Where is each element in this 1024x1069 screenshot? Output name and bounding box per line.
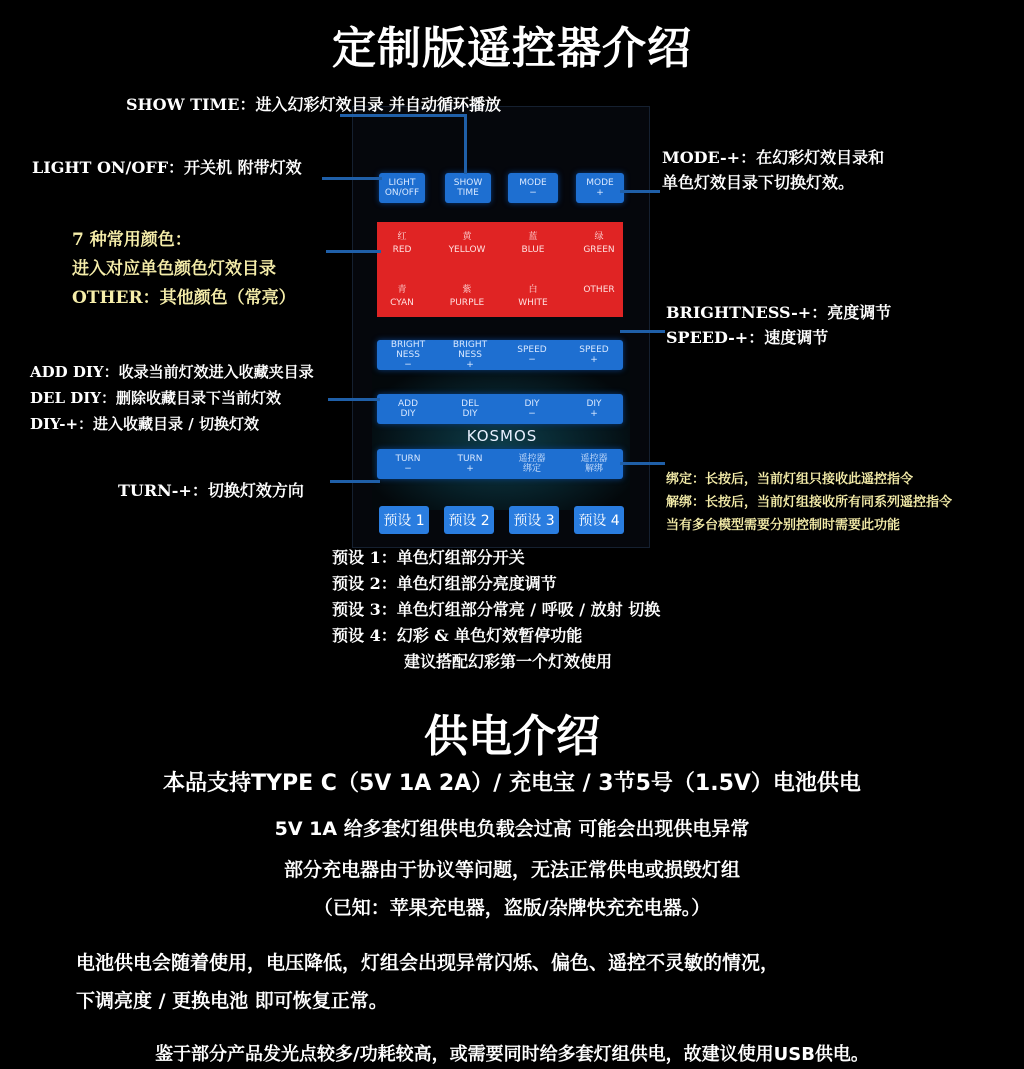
mode-minus-button[interactable]: MODE − bbox=[508, 173, 558, 203]
del-diy-button[interactable]: DEL DIY bbox=[461, 399, 479, 419]
connector-show-time-v bbox=[464, 114, 467, 174]
color-blue-button[interactable]: 蓝 BLUE bbox=[521, 232, 545, 255]
connector-colors bbox=[326, 250, 381, 253]
brightness-minus-button[interactable]: BRIGHT NESS − bbox=[380, 340, 436, 370]
callout-colors-2: 进入对应单色颜色灯效目录 bbox=[72, 259, 276, 279]
connector-brightness bbox=[620, 330, 665, 333]
preset-4-button[interactable]: 预设 4 bbox=[574, 506, 624, 534]
preset-note-1: 预设 1：单色灯组部分开关 bbox=[332, 548, 525, 567]
callout-mode-1: MODE-+：在幻彩灯效目录和 bbox=[662, 148, 885, 167]
connector-diy bbox=[328, 398, 380, 401]
power-line-4: （已知：苹果充电器，盗版/杂牌快充充电器。） bbox=[313, 897, 711, 919]
preset-3-button[interactable]: 预设 3 bbox=[509, 506, 559, 534]
add-diy-button[interactable]: ADD DIY bbox=[397, 399, 419, 419]
light-button[interactable]: LIGHT ON/OFF bbox=[379, 173, 425, 203]
callout-bind-1: 绑定：长按后，当前灯组只接收此遥控指令 bbox=[666, 472, 914, 487]
power-title: 供电介绍 bbox=[424, 711, 600, 762]
preset-2-button[interactable]: 预设 2 bbox=[444, 506, 494, 534]
color-white-button[interactable]: 白 WHITE bbox=[518, 285, 548, 308]
color-other-button[interactable]: OTHER bbox=[583, 285, 615, 295]
preset-note-4: 预设 4：幻彩 & 单色灯效暂停功能 bbox=[332, 626, 583, 645]
callout-turn: TURN-+：切换灯效方向 bbox=[118, 481, 304, 500]
color-green-button[interactable]: 绿 GREEN bbox=[583, 232, 615, 255]
connector-light bbox=[322, 177, 382, 180]
turn-minus-button[interactable]: TURN − bbox=[395, 454, 421, 474]
unbind-button[interactable]: 遥控器 解绑 bbox=[580, 454, 608, 474]
power-line-5: 电池供电会随着使用，电压降低，灯组会出现异常闪烁、偏色、遥控不灵敏的情况， bbox=[76, 952, 780, 974]
connector-bind bbox=[620, 462, 665, 465]
callout-colors-1: 7 种常用颜色： bbox=[72, 230, 192, 250]
speed-minus-button[interactable]: SPEED − bbox=[504, 340, 560, 370]
mode-plus-button[interactable]: MODE + bbox=[576, 173, 624, 203]
bind-button[interactable]: 遥控器 绑定 bbox=[518, 454, 546, 474]
connector-turn bbox=[330, 480, 380, 483]
color-yellow-button[interactable]: 黄 YELLOW bbox=[448, 232, 486, 255]
brand-logo: KOSMOS bbox=[466, 427, 538, 445]
page-title: 定制版遥控器介绍 bbox=[332, 23, 692, 74]
callout-brightness: BRIGHTNESS-+：亮度调节 bbox=[666, 303, 892, 322]
power-line-7: 鉴于部分产品发光点较多/功耗较高，或需要同时给多套灯组供电，故建议使用USB供电。 bbox=[155, 1044, 869, 1065]
diy-plus-button[interactable]: DIY + bbox=[586, 399, 602, 419]
callout-bind-2: 解绑：长按后，当前灯组接收所有同系列遥控指令 bbox=[666, 495, 953, 510]
preset-note-3: 预设 3：单色灯组部分常亮 / 呼吸 / 放射 切换 bbox=[332, 600, 661, 619]
callout-speed: SPEED-+：速度调节 bbox=[666, 328, 829, 347]
power-line-3: 部分充电器由于协议等问题，无法正常供电或损毁灯组 bbox=[283, 859, 740, 881]
color-cyan-button[interactable]: 青 CYAN bbox=[390, 285, 414, 308]
brightness-plus-button[interactable]: BRIGHT NESS + bbox=[442, 340, 498, 370]
callout-diy: DIY-+：进入收藏目录 / 切换灯效 bbox=[30, 415, 259, 433]
callout-light: LIGHT ON/OFF：开关机 附带灯效 bbox=[32, 158, 302, 177]
callout-bind-3: 当有多台模型需要分别控制时需要此功能 bbox=[666, 518, 901, 533]
preset-1-button[interactable]: 预设 1 bbox=[379, 506, 429, 534]
callout-mode-2: 单色灯效目录下切换灯效。 bbox=[662, 173, 855, 192]
callout-show-time: SHOW TIME：进入幻彩灯效目录 并自动循环播放 bbox=[126, 95, 502, 114]
power-line-1: 本品支持TYPE C（5V 1A 2A）/ 充电宝 / 3节5号（1.5V）电池供电 bbox=[163, 771, 861, 796]
speed-plus-button[interactable]: SPEED + bbox=[566, 340, 622, 370]
show-time-button[interactable]: SHOW TIME bbox=[445, 173, 491, 203]
diy-minus-button[interactable]: DIY − bbox=[524, 399, 540, 419]
preset-note-2: 预设 2：单色灯组部分亮度调节 bbox=[332, 574, 557, 593]
power-line-6: 下调亮度 / 更换电池 即可恢复正常。 bbox=[76, 990, 388, 1012]
connector-mode bbox=[620, 190, 660, 193]
preset-note-5: 建议搭配幻彩第一个灯效使用 bbox=[404, 652, 613, 671]
color-red-button[interactable]: 红 RED bbox=[392, 232, 412, 255]
callout-del-diy: DEL DIY：删除收藏目录下当前灯效 bbox=[30, 389, 281, 407]
color-panel bbox=[377, 222, 623, 317]
callout-colors-3: OTHER：其他颜色（常亮） bbox=[72, 288, 296, 308]
power-line-2: 5V 1A 给多套灯组供电负载会过高 可能会出现供电异常 bbox=[274, 818, 750, 840]
callout-add-diy: ADD DIY：收录当前灯效进入收藏夹目录 bbox=[30, 363, 314, 381]
color-purple-button[interactable]: 紫 PURPLE bbox=[449, 285, 485, 308]
turn-plus-button[interactable]: TURN + bbox=[457, 454, 483, 474]
